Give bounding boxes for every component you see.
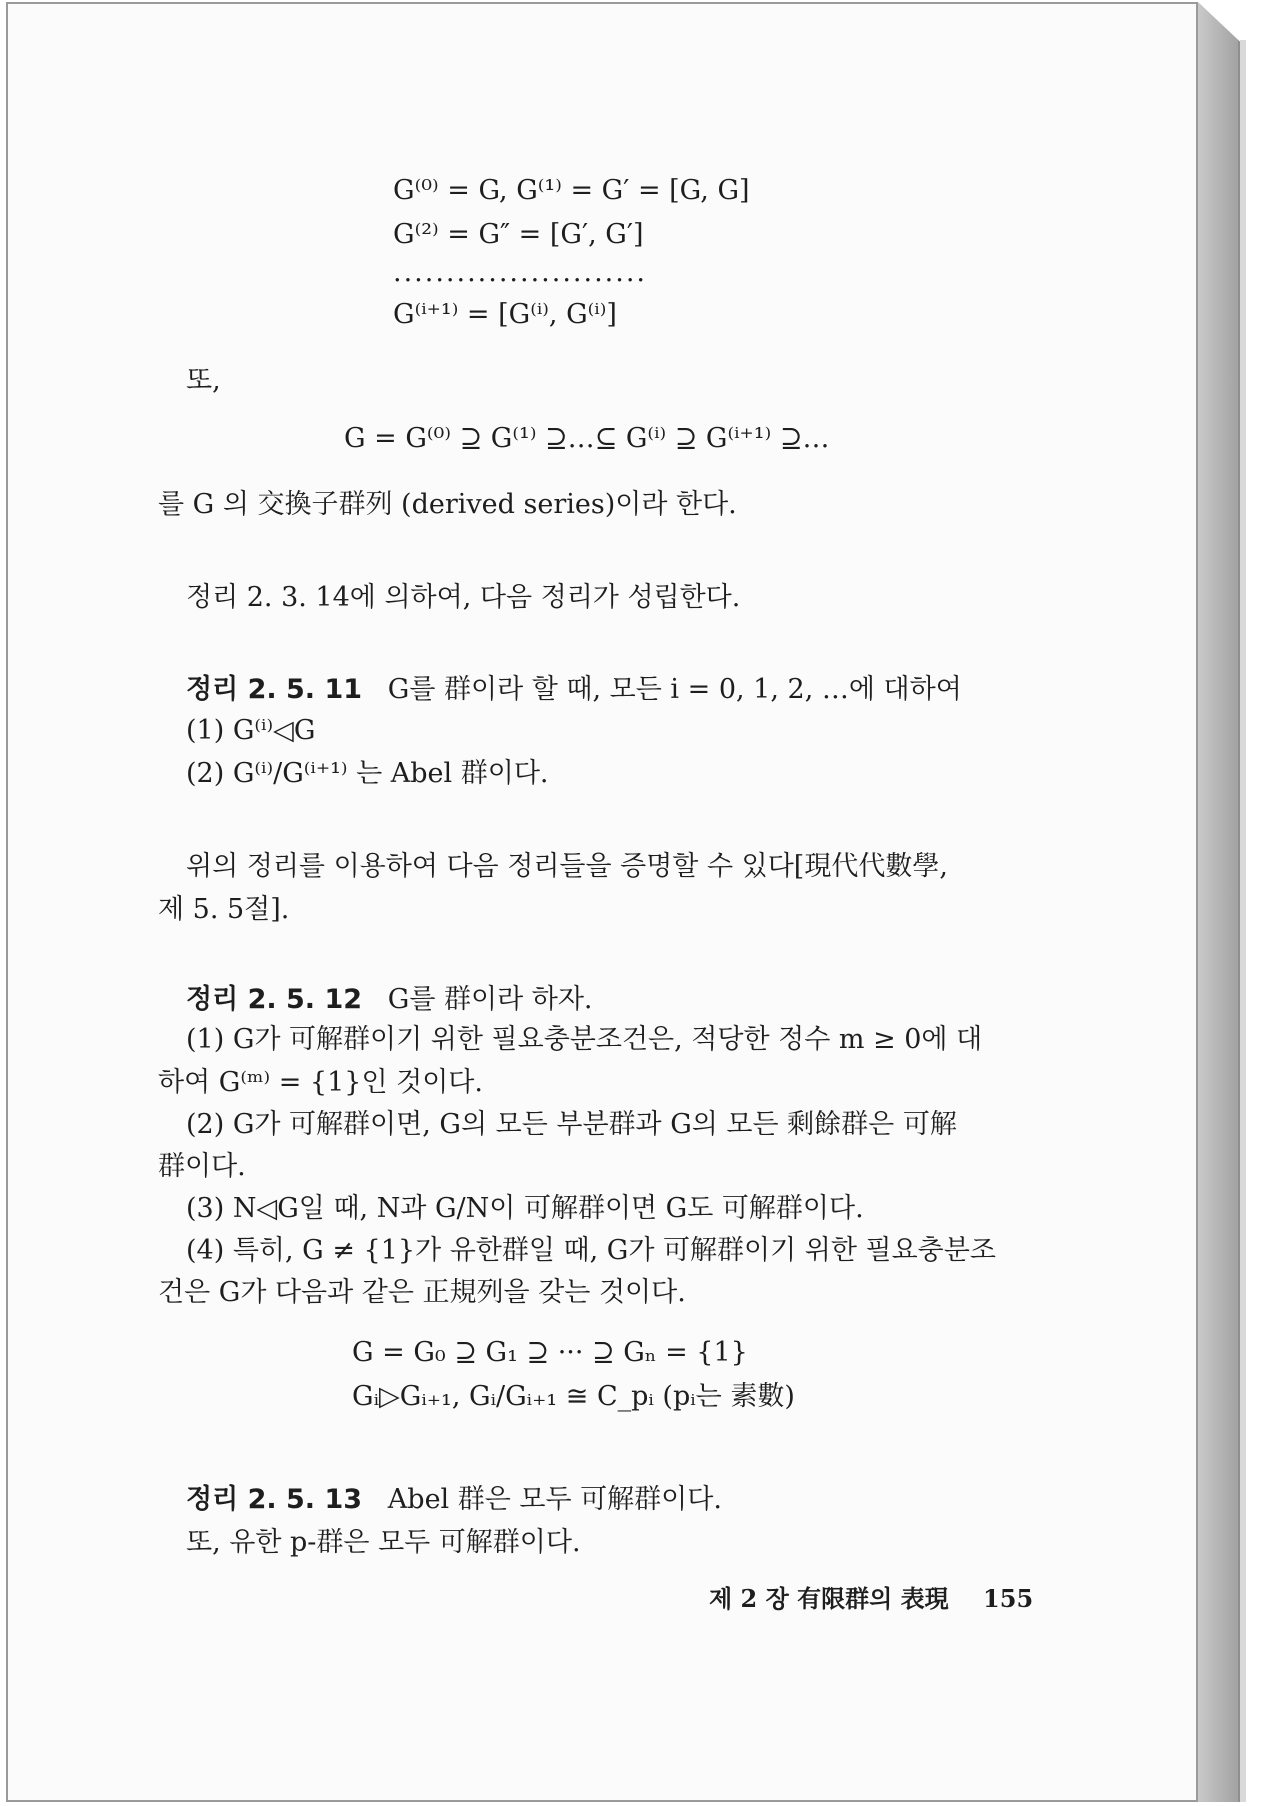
paragraph-line-1: 위의 정리를 이용하여 다음 정리들을 증명할 수 있다[現代代數學, (186, 851, 948, 882)
paragraph-line-2: 제 5. 5절]. (158, 894, 290, 925)
formula-derived-series: G = G⁽⁰⁾ ⊇ G⁽¹⁾ ⊇…⊆ G⁽ⁱ⁾ ⊇ G⁽ⁱ⁺¹⁾ ⊇… (344, 423, 830, 454)
book-spine (1198, 2, 1240, 1802)
theorem-2-5-12-text: G를 群이라 하자. (387, 984, 593, 1015)
theorem-2-5-12-heading: 정리 2. 5. 12 (186, 984, 363, 1015)
formula-derived-i: G⁽ⁱ⁺¹⁾ = [G⁽ⁱ⁾, G⁽ⁱ⁾] (393, 299, 617, 330)
theorem-2-5-12-formula-2: Gᵢ▷Gᵢ₊₁, Gᵢ/Gᵢ₊₁ ≅ C_pᵢ (pᵢ는 素數) (352, 1381, 795, 1412)
theorem-2-5-12 (186, 983, 593, 1017)
formula-derived-2: G⁽²⁾ = G″ = [G′, G′] (393, 219, 644, 250)
theorem-2-5-11-heading: 정리 2. 5. 11 (186, 674, 363, 705)
theorem-2-5-13-text: Abel 群은 모두 可解群이다. (387, 1484, 722, 1515)
theorem-2-5-12-line-7: 건은 G가 다음과 같은 正規列을 갖는 것이다. (158, 1277, 686, 1308)
intro-line: 정리 2. 3. 14에 의하여, 다음 정리가 성립한다. (186, 582, 741, 613)
also-label: 또, (186, 365, 221, 396)
formula-derived-0-1: G⁽⁰⁾ = G, G⁽¹⁾ = G′ = [G, G] (393, 175, 750, 206)
theorem-2-5-11-item-1: (1) G⁽ⁱ⁾◁G (186, 715, 316, 746)
theorem-2-5-12-formula-1: G = G₀ ⊇ G₁ ⊇ ··· ⊇ Gₙ = {1} (352, 1337, 748, 1368)
page-number: 155 (983, 1584, 1034, 1613)
theorem-2-5-11-item-2: (2) G⁽ⁱ⁾/G⁽ⁱ⁺¹⁾ 는 Abel 群이다. (186, 758, 549, 789)
chapter-title: 제 2 장 有限群의 表現 (709, 1584, 949, 1613)
theorem-2-5-12-line-5: (3) N◁G일 때, N과 G/N이 可解群이면 G도 可解群이다. (186, 1193, 864, 1224)
formula-ellipsis: ........................ (393, 257, 647, 288)
theorem-2-5-13 (186, 1483, 722, 1517)
theorem-2-5-12-line-2: 하여 G⁽ᵐ⁾ = {1}인 것이다. (158, 1067, 483, 1098)
theorem-2-5-11-text: G를 群이라 할 때, 모든 i = 0, 1, 2, …에 대하여 (387, 674, 962, 705)
theorem-2-5-12-line-4: 群이다. (158, 1151, 246, 1182)
derived-series-definition: 를 G 의 交換子群列 (derived series)이라 한다. (158, 489, 737, 520)
theorem-2-5-11 (186, 673, 962, 707)
page-footer (709, 1582, 1033, 1616)
book-spine-edge (1240, 40, 1246, 1802)
theorem-2-5-12-line-1: (1) G가 可解群이기 위한 필요충분조건은, 적당한 정수 m ≥ 0에 대 (186, 1024, 983, 1055)
theorem-2-5-13-heading: 정리 2. 5. 13 (186, 1484, 363, 1515)
theorem-2-5-12-line-6: (4) 특히, G ≠ {1}가 유한群일 때, G가 可解群이기 위한 필요충분조 (186, 1235, 996, 1266)
theorem-2-5-13-line-2: 또, 유한 p-群은 모두 可解群이다. (186, 1527, 581, 1558)
theorem-2-5-12-line-3: (2) G가 可解群이면, G의 모든 부분群과 G의 모든 剩餘群은 可解 (186, 1109, 957, 1140)
